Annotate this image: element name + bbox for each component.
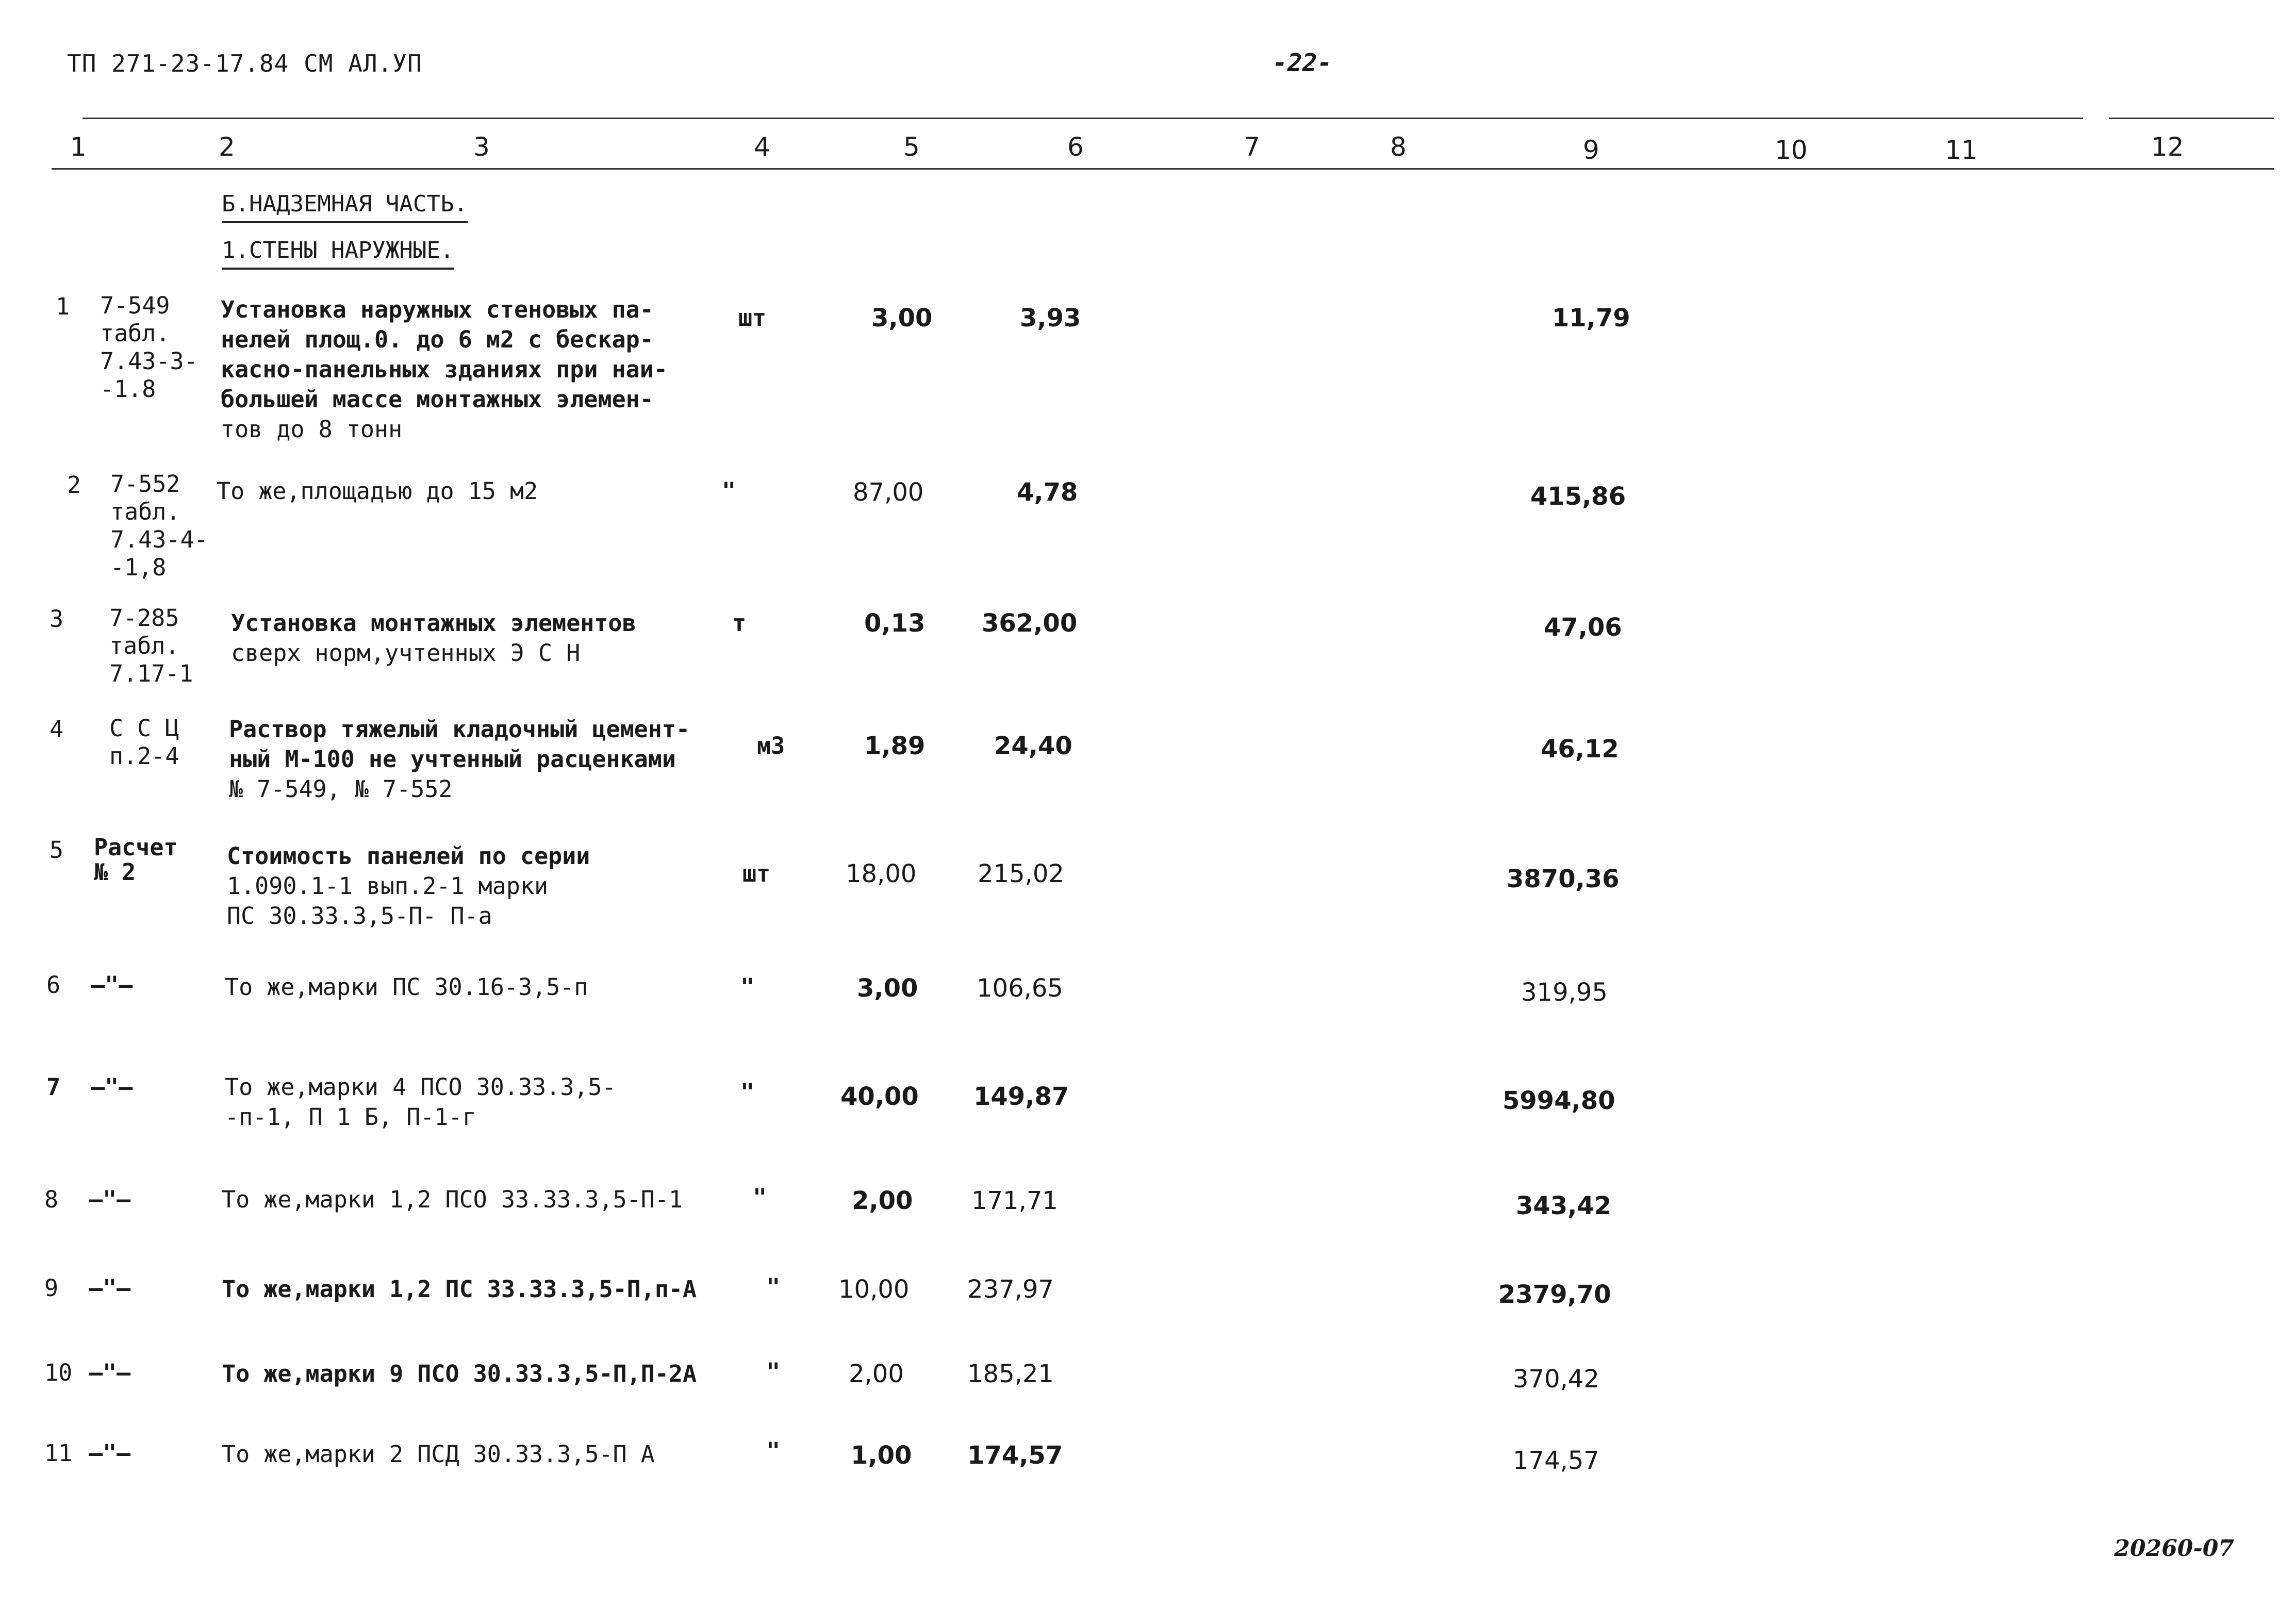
row-code xyxy=(100,292,198,403)
row-price: 185,21 xyxy=(967,1360,1054,1388)
row-price: 215,02 xyxy=(978,859,1064,888)
row-description xyxy=(222,1274,697,1304)
row-total: 5994,80 xyxy=(1502,1086,1615,1115)
row-quantity: 1,89 xyxy=(864,732,926,760)
row-code: —"— xyxy=(91,971,133,999)
row-total: 11,79 xyxy=(1552,304,1630,333)
row-code: —"— xyxy=(89,1439,131,1467)
subsection-heading: 1.СТЕНЫ НАРУЖНЫЕ. xyxy=(222,237,454,270)
row-number: 7 xyxy=(46,1073,61,1101)
row-description xyxy=(222,1185,683,1215)
desc-line: тов до 8 тонн xyxy=(221,416,403,443)
desc-line: большей массе монтажных элемен- xyxy=(221,386,654,413)
column-number: 7 xyxy=(1244,132,1260,162)
row-quantity: 3,00 xyxy=(871,304,933,333)
row-number: 8 xyxy=(44,1186,59,1213)
row-code: —"— xyxy=(89,1359,131,1386)
desc-line: Установка наружных стеновых па- xyxy=(221,296,654,323)
row-unit: т xyxy=(732,609,747,637)
column-number: 10 xyxy=(1775,135,1808,165)
row-total: 319,95 xyxy=(1521,978,1608,1007)
row-price: 149,87 xyxy=(973,1082,1069,1111)
code-line: -1,8 xyxy=(110,554,167,581)
row-number: 2 xyxy=(67,471,81,499)
desc-line: касно-панельных зданиях при наи- xyxy=(221,356,668,383)
row-description xyxy=(227,841,590,931)
row-unit: шт xyxy=(738,304,767,332)
code-line: п.2-4 xyxy=(109,742,179,770)
row-code: —"— xyxy=(91,1073,133,1101)
row-total: 174,57 xyxy=(1513,1446,1599,1475)
code-line: С С Ц xyxy=(109,715,179,742)
desc-line: -п-1, П 1 Б, П-1-г xyxy=(225,1103,476,1131)
document-code: ТП 271-23-17.84 СМ АЛ.УП xyxy=(67,49,422,77)
top-rule-2 xyxy=(2109,118,2274,119)
row-description xyxy=(231,608,636,668)
row-price: 362,00 xyxy=(982,609,1078,638)
row-total: 415,86 xyxy=(1530,482,1626,511)
row-quantity: 2,00 xyxy=(852,1186,913,1215)
desc-line: Раствор тяжелый кладочный цемент- xyxy=(229,716,690,743)
row-price: 237,97 xyxy=(967,1275,1054,1304)
row-quantity: 0,13 xyxy=(864,609,926,638)
desc-line: То же,марки 1,2 ПСО 33.33.3,5-П-1 xyxy=(222,1186,683,1213)
row-unit: " xyxy=(753,1184,767,1211)
row-unit: " xyxy=(766,1437,781,1465)
section-heading: Б.НАДЗЕМНАЯ ЧАСТЬ. xyxy=(222,191,468,223)
desc-line: То же,марки 2 ПСД 30.33.3,5-П А xyxy=(222,1440,655,1468)
row-unit: м3 xyxy=(757,732,785,759)
column-number: 6 xyxy=(1067,132,1084,162)
desc-line: нелей площ.0. до 6 м2 с бескар- xyxy=(221,326,654,353)
code-line: табл. xyxy=(109,632,179,659)
column-number: 11 xyxy=(1945,135,1978,165)
code-line: табл. xyxy=(100,320,170,347)
row-unit: " xyxy=(740,1079,755,1106)
desc-line: № 7-549, № 7-552 xyxy=(229,775,453,803)
row-description xyxy=(222,1359,697,1389)
header-bottom-rule xyxy=(52,168,2274,170)
row-price: 174,57 xyxy=(967,1441,1063,1470)
desc-line: То же,марки 4 ПСО 30.33.3,5- xyxy=(225,1073,616,1101)
row-total: 343,42 xyxy=(1516,1191,1612,1220)
row-code xyxy=(94,835,178,885)
desc-line: сверх норм,учтенных Э С Н xyxy=(231,639,581,667)
desc-line: Стоимость панелей по серии xyxy=(227,842,590,870)
code-line: 7-552 xyxy=(110,470,180,498)
column-number: 5 xyxy=(903,132,920,162)
row-description xyxy=(221,295,668,444)
row-number: 4 xyxy=(49,716,64,743)
row-price: 24,40 xyxy=(994,732,1072,760)
desc-line: То же,марки ПС 30.16-3,5-п xyxy=(225,973,588,1001)
row-number: 6 xyxy=(46,971,61,999)
row-number: 5 xyxy=(49,836,64,864)
row-code xyxy=(109,604,193,688)
column-number: 3 xyxy=(473,132,490,162)
desc-line: То же,площадью до 15 м2 xyxy=(217,477,538,505)
row-quantity: 3,00 xyxy=(857,974,918,1003)
row-unit: " xyxy=(740,973,755,1001)
row-number: 3 xyxy=(49,605,64,633)
row-description xyxy=(229,715,690,804)
code-line: 7.17-1 xyxy=(109,660,193,687)
code-line: -1.8 xyxy=(100,375,156,403)
row-number: 11 xyxy=(44,1439,73,1467)
row-total: 3870,36 xyxy=(1507,865,1620,893)
row-code xyxy=(109,715,179,770)
code-line: 7-549 xyxy=(100,292,170,319)
row-unit: " xyxy=(722,477,736,505)
row-number: 9 xyxy=(44,1274,59,1302)
row-code: —"— xyxy=(89,1274,131,1302)
code-line: Расчет xyxy=(94,834,178,861)
row-total: 47,06 xyxy=(1544,613,1622,642)
row-price: 106,65 xyxy=(977,974,1063,1003)
code-line: 7-285 xyxy=(109,604,179,632)
row-description xyxy=(225,1072,616,1132)
top-rule-1 xyxy=(82,118,2083,119)
column-number: 12 xyxy=(2151,132,2184,162)
desc-line: То же,марки 9 ПСО 30.33.3,5-П,П-2А xyxy=(222,1360,697,1387)
desc-line: То же,марки 1,2 ПС 33.33.3,5-П,п-А xyxy=(222,1275,697,1303)
row-price: 4,78 xyxy=(1017,478,1078,507)
row-quantity: 18,00 xyxy=(846,859,917,888)
row-total: 46,12 xyxy=(1541,735,1619,764)
column-number: 1 xyxy=(70,132,87,162)
row-price: 3,93 xyxy=(1020,304,1081,333)
code-line: табл. xyxy=(110,498,180,525)
code-line: № 2 xyxy=(94,858,136,886)
row-quantity: 2,00 xyxy=(849,1360,904,1388)
page-number: -22- xyxy=(1273,48,1332,77)
row-description xyxy=(222,1439,655,1469)
row-code: —"— xyxy=(89,1186,131,1213)
code-line: 7.43-3- xyxy=(100,347,198,375)
row-quantity: 1,00 xyxy=(851,1441,912,1470)
row-number: 1 xyxy=(56,293,70,320)
desc-line: Установка монтажных элементов xyxy=(231,609,636,637)
row-quantity: 10,00 xyxy=(838,1275,910,1304)
row-quantity: 87,00 xyxy=(853,478,924,507)
archive-number: 20260-07 xyxy=(2114,1535,2234,1562)
column-number: 9 xyxy=(1583,135,1599,165)
row-unit: " xyxy=(766,1358,781,1385)
row-price: 171,71 xyxy=(971,1186,1058,1215)
column-number: 8 xyxy=(1390,132,1407,162)
row-description xyxy=(217,476,538,506)
row-unit: " xyxy=(766,1273,781,1301)
row-description xyxy=(225,972,588,1002)
desc-line: ПС 30.33.3,5-П- П-а xyxy=(227,902,492,930)
row-total: 370,42 xyxy=(1513,1365,1599,1394)
row-quantity: 40,00 xyxy=(840,1082,919,1111)
desc-line: 1.090.1-1 вып.2-1 марки xyxy=(227,872,549,900)
code-line: 7.43-4- xyxy=(110,526,208,553)
row-code xyxy=(110,470,208,582)
column-number: 2 xyxy=(219,132,235,162)
row-unit: шт xyxy=(742,860,771,887)
desc-line: ный М-100 не учтенный расценками xyxy=(229,745,676,773)
row-total: 2379,70 xyxy=(1498,1280,1611,1309)
row-number: 10 xyxy=(44,1359,73,1386)
column-number: 4 xyxy=(754,132,770,162)
